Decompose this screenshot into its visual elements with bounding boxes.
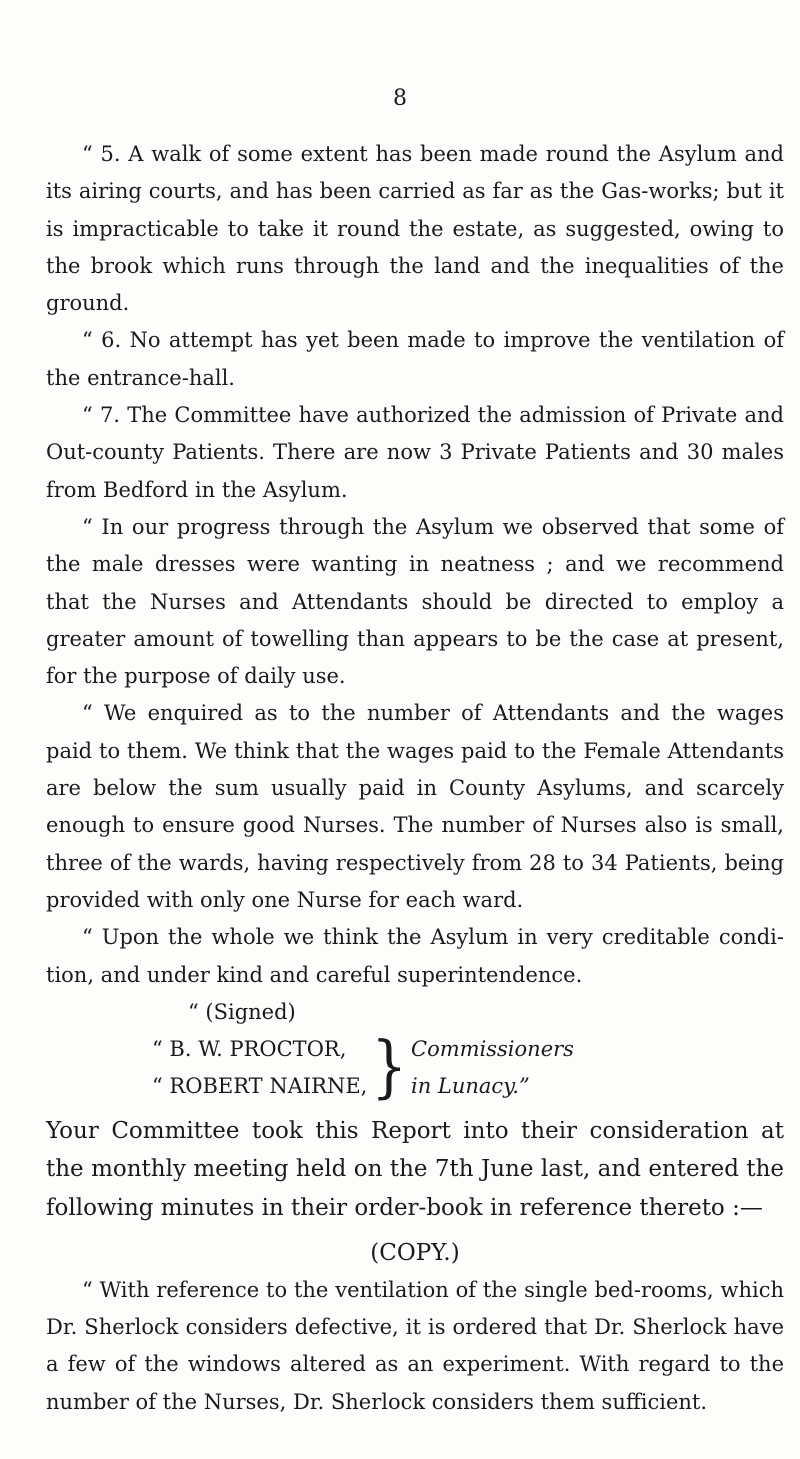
signatory-proctor: “ B. W. PROCTOR, [152, 1037, 347, 1062]
paragraph-item-6: “ 6. No attempt has yet been made to improve the ventilation of the entrance-hall. [46, 328, 784, 390]
copy-heading: (COPY.) [370, 1239, 460, 1266]
paragraph-conclusion: “ Upon the whole we think the Asylum in very creditable condi- tion, and under kind and careful superintendence. [46, 925, 784, 987]
signature-block [46, 1028, 784, 1107]
brace-symbol: } [371, 1028, 407, 1107]
committee-section [46, 1112, 784, 1272]
signed-label: “ (Signed) [188, 999, 296, 1024]
signatory-role [411, 1031, 574, 1106]
signatory-role-line1: Commissioners [411, 1037, 574, 1062]
paragraph-item-7: “ 7. The Committee have authorized the admission of Private and Out-county Patients. There are now 3 Private Patients and 30 males from Bedford in the Asylum. [46, 403, 784, 502]
paragraph-attendants: “ We enquired as to the number of Attendants and the wages paid to them. We think that the wages paid to the Female Attendants are below the sum usually paid in County Asylums, and scarcely enough to ensure good Nurses. The number of Nurses also is small, three of the wards, having respectively from 28 to 34 Patients, being provided with only one Nurse for each ward. [46, 701, 784, 912]
signatory-names [152, 1031, 367, 1106]
document-body [46, 136, 784, 1421]
paragraph-item-5: “ 5. A walk of some extent has been made round the Asylum and its airing courts, and has been carried as far as the Gas-works; but it is impracticable to take it round the estate, as suggested, owing to the brook which runs through the land and the inequalities of the ground. [46, 142, 784, 316]
page-number: 8 [393, 86, 407, 111]
signatory-nairne: “ ROBERT NAIRNE, [152, 1074, 368, 1099]
copy-paragraph: “ With reference to the ventilation of the single bed-rooms, which Dr. Sherlock considers defective, it is ordered that Dr. Sherlock have a few of the windows altered as an experiment. With regard to the number of the Nurses, Dr. Sherlock considers them sufficient. [46, 1277, 784, 1414]
paragraph-observations: “ In our progress through the Asylum we observed that some of the male dresses were wanting in neatness ; and we recommend that the Nurses and Attendants should be directed to employ a greater amount of towelling than appears to be the case at present, for the purpose of daily use. [46, 514, 784, 689]
signatory-role-line2: in Lunacy.” [411, 1074, 530, 1099]
committee-paragraph: Your Committee took this Report into their consideration at the monthly meeting held on the 7th June last, and entered the following minutes in their order-book in reference thereto :— [46, 1117, 784, 1222]
